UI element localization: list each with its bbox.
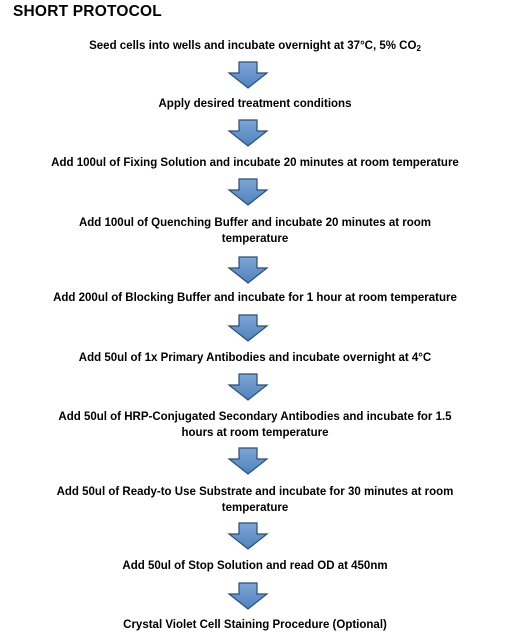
step-5-line-1: Add 200ul of Blocking Buffer and incubate for 1 hour at room temperature	[53, 292, 457, 304]
down-arrow-icon	[227, 314, 269, 342]
protocol-step-3	[0, 155, 510, 171]
step-9-line-1: Add 50ul of Stop Solution and read OD at 450nm	[122, 560, 388, 572]
step-4-line-2: temperature	[221, 233, 289, 245]
protocol-step-2	[0, 96, 510, 112]
protocol-step-10	[0, 617, 510, 633]
step-4-line-1: Add 100ul of Quenching Buffer and incubate 20 minutes at room	[78, 217, 432, 229]
down-arrow-icon	[227, 178, 269, 206]
down-arrow-icon	[227, 256, 269, 284]
down-arrow-icon	[227, 447, 269, 475]
step-6-line-1: Add 50ul of 1x Primary Antibodies and incubate overnight at 4°C	[78, 352, 432, 364]
step-3-line-1: Add 100ul of Fixing Solution and incubate 20 minutes at room temperature	[51, 157, 459, 169]
co2-subscript: 2	[416, 44, 421, 53]
protocol-step-6	[0, 350, 510, 366]
protocol-step-7	[0, 409, 510, 441]
down-arrow-icon	[227, 522, 269, 550]
protocol-step-5	[0, 290, 510, 306]
down-arrow-icon	[227, 119, 269, 147]
protocol-step-9	[0, 558, 510, 574]
step-7-line-1: Add 50ul of HRP-Conjugated Secondary Antibodies and incubate for 1.5	[58, 411, 452, 423]
down-arrow-icon	[227, 582, 269, 610]
step-1-line-1: Seed cells into wells and incubate overnight at 37°C, 5% $CO_2$	[89, 40, 421, 53]
protocol-step-8	[0, 484, 510, 516]
step-7-line-2: hours at room temperature	[181, 427, 329, 439]
protocol-step-1	[0, 38, 510, 57]
page-title: SHORT PROTOCOL	[13, 3, 162, 20]
step-8-line-1: Add 50ul of Ready-to Use Substrate and incubate for 30 minutes at room	[56, 486, 454, 498]
step-10-line-1: Crystal Violet Cell Staining Procedure (Optional)	[123, 619, 387, 631]
step-8-line-2: temperature	[221, 502, 289, 514]
down-arrow-icon	[227, 373, 269, 401]
step-2-line-1: Apply desired treatment conditions	[158, 98, 352, 110]
down-arrow-icon	[227, 61, 269, 89]
protocol-step-4	[0, 215, 510, 247]
